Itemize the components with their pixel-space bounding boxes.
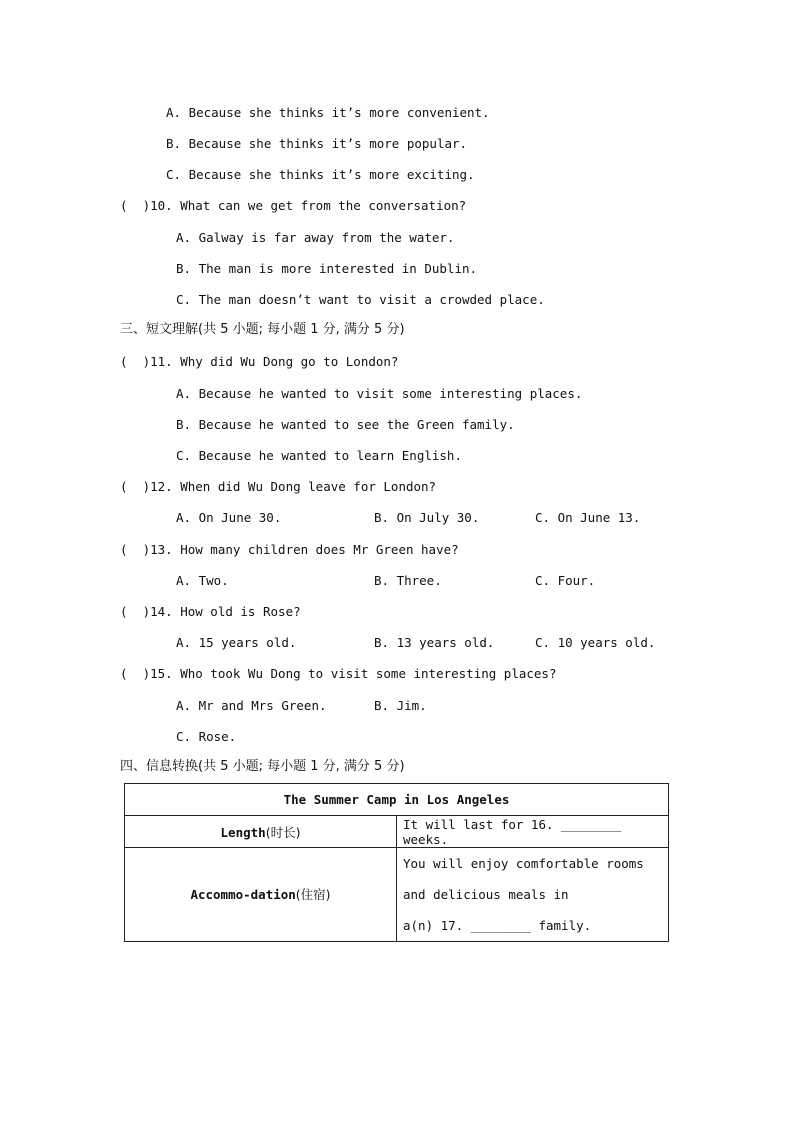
section3-heading: 三、短文理解(共 5 小题; 每小题 1 分, 满分 5 分) — [120, 322, 405, 337]
q12-option-c: C. On June 13. — [535, 510, 641, 525]
accommodation-label-cell — [125, 848, 397, 942]
q10-option-b: B. The man is more interested in Dublin. — [176, 261, 478, 276]
q14-stem: ( )14. How old is Rose? — [120, 604, 301, 619]
q13-option-b: B. Three. — [374, 573, 442, 588]
length-value: It will last for 16. ________ weeks. — [397, 816, 669, 848]
length-label-cell — [125, 816, 397, 848]
section4-heading: 四、信息转换(共 5 小题; 每小题 1 分, 满分 5 分) — [120, 759, 405, 774]
q12-stem: ( )12. When did Wu Dong leave for London? — [120, 479, 437, 494]
q15-option-c: C. Rose. — [176, 729, 237, 744]
q9-option-a: A. Because she thinks it’s more convenient. — [166, 105, 490, 120]
q11-option-a: A. Because he wanted to visit some interesting places. — [176, 386, 583, 401]
length-label-cn: (时长) — [265, 824, 301, 840]
q13-option-c: C. Four. — [535, 573, 596, 588]
q11-option-c: C. Because he wanted to learn English. — [176, 448, 462, 463]
q15-option-b: B. Jim. — [374, 698, 427, 713]
q11-stem: ( )11. Why did Wu Dong go to London? — [120, 354, 399, 369]
q10-stem: ( )10. What can we get from the conversation? — [120, 198, 467, 213]
accommodation-label-cn: (住宿) — [295, 887, 331, 902]
q13-option-a: A. Two. — [176, 573, 229, 588]
accommodation-label: Accommo-dation — [190, 887, 296, 902]
table-title: The Summer Camp in Los Angeles — [125, 784, 669, 816]
q14-option-a: A. 15 years old. — [176, 635, 297, 650]
length-label: Length — [220, 824, 266, 840]
q14-option-c: C. 10 years old. — [535, 635, 656, 650]
q12-option-b: B. On July 30. — [374, 510, 480, 525]
q10-option-c: C. The man doesn’t want to visit a crowded place. — [176, 292, 545, 307]
q13-stem: ( )13. How many children does Mr Green have? — [120, 542, 459, 557]
q15-option-a: A. Mr and Mrs Green. — [176, 698, 327, 713]
q15-stem: ( )15. Who took Wu Dong to visit some interesting places? — [120, 666, 557, 681]
q11-option-b: B. Because he wanted to see the Green family. — [176, 417, 515, 432]
summer-camp-table — [124, 783, 669, 942]
q9-option-c: C. Because she thinks it’s more exciting. — [166, 167, 475, 182]
table-row-accommodation — [125, 848, 669, 942]
q9-option-b: B. Because she thinks it’s more popular. — [166, 136, 468, 151]
accommodation-value-line1: You will enjoy comfortable rooms and delicious meals in — [403, 856, 644, 902]
q14-option-b: B. 13 years old. — [374, 635, 495, 650]
q10-option-a: A. Galway is far away from the water. — [176, 230, 455, 245]
q12-option-a: A. On June 30. — [176, 510, 282, 525]
accommodation-value — [397, 848, 669, 942]
table-row-length — [125, 816, 669, 848]
accommodation-value-line2: a(n) 17. ________ family. — [403, 918, 592, 933]
